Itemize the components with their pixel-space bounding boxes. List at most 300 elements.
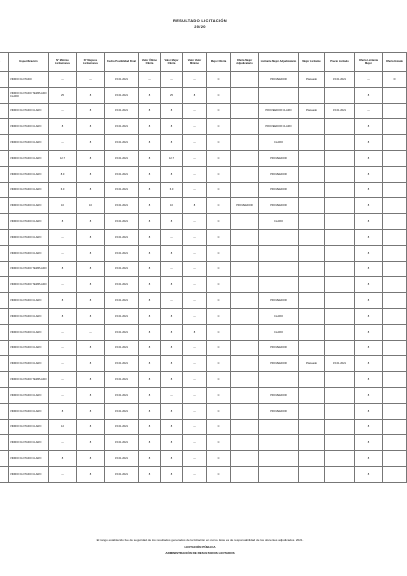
table-cell: 15.01.2021 <box>105 324 139 340</box>
table-cell: C <box>207 245 231 261</box>
document-subtitle: 20/20 <box>194 24 206 29</box>
table-cell <box>325 119 355 135</box>
lot-cell <box>0 182 9 198</box>
table-cell <box>325 135 355 151</box>
table-cell: 8 <box>355 229 383 245</box>
table-cell <box>325 308 355 324</box>
table-cell: 15.01.2021 <box>105 182 139 198</box>
table-cell: 8 <box>77 182 105 198</box>
table-cell: 8 <box>161 308 183 324</box>
table-cell: 15.01.2021 <box>105 277 139 293</box>
table-cell <box>383 119 407 135</box>
table-cell <box>299 261 325 277</box>
table-cell: 15.01.2021 <box>105 214 139 230</box>
table-cell <box>231 135 259 151</box>
table-cell <box>383 403 407 419</box>
spec-cell: VIDRIO FLOTADO CLARO <box>9 308 49 324</box>
spec-cell: VIDRIO FLOTADO CLARO <box>9 229 49 245</box>
table-row <box>0 356 407 372</box>
column-header: Valor Mejor Oferta <box>161 53 183 72</box>
table-cell: 15.01.2021 <box>325 356 355 372</box>
table-cell: — <box>49 72 77 88</box>
table-cell <box>259 451 299 467</box>
table-cell: 8 <box>355 261 383 277</box>
table-cell <box>325 403 355 419</box>
table-cell <box>383 261 407 277</box>
column-header: N° Mínimo Licitaciones <box>49 53 77 72</box>
table-cell: CLARO <box>259 308 299 324</box>
spec-cell: VIDRIO FLOTADO TEMPLADO <box>9 372 49 388</box>
table-cell: 8 <box>77 214 105 230</box>
column-header: N° Mejores Licitaciones <box>77 53 105 72</box>
table-cell: — <box>183 182 207 198</box>
table-cell: CLARO <box>259 135 299 151</box>
table-cell: Planeado <box>299 356 325 372</box>
table-cell <box>325 419 355 435</box>
table-cell: 15.01.2021 <box>105 293 139 309</box>
lot-cell <box>0 72 9 88</box>
table-cell: — <box>183 135 207 151</box>
table-cell <box>299 166 325 182</box>
table-cell <box>383 135 407 151</box>
table-cell: 8 <box>139 229 161 245</box>
table-cell: 8 <box>355 245 383 261</box>
table-cell: 8 <box>161 372 183 388</box>
lot-cell <box>0 87 9 103</box>
table-row <box>0 103 407 119</box>
table-cell: 8 <box>139 419 161 435</box>
table-cell: 8 <box>161 214 183 230</box>
table-cell <box>325 277 355 293</box>
table-cell: — <box>49 229 77 245</box>
table-cell <box>299 214 325 230</box>
lot-cell <box>0 103 9 119</box>
table-cell: — <box>355 72 383 88</box>
table-cell <box>259 435 299 451</box>
table-cell: 8 <box>355 198 383 214</box>
table-cell <box>325 261 355 277</box>
table-cell: 15.01.2021 <box>325 103 355 119</box>
table-cell <box>383 182 407 198</box>
table-cell <box>231 119 259 135</box>
table-cell: C <box>207 308 231 324</box>
table-cell: 8 <box>77 387 105 403</box>
table-cell: 8 <box>183 87 207 103</box>
table-cell <box>325 150 355 166</box>
table-cell: CLARO <box>259 214 299 230</box>
table-cell <box>231 261 259 277</box>
table-cell <box>231 356 259 372</box>
table-cell: C <box>207 403 231 419</box>
lot-cell <box>0 198 9 214</box>
table-cell: C <box>207 87 231 103</box>
table-row <box>0 372 407 388</box>
table-cell: 8 <box>77 466 105 482</box>
table-cell: 15.01.2021 <box>105 245 139 261</box>
table-cell: — <box>183 419 207 435</box>
table-cell: PROVEEDOR <box>259 387 299 403</box>
table-row <box>0 308 407 324</box>
table-cell <box>299 229 325 245</box>
table-cell: 15.01.2021 <box>105 466 139 482</box>
spec-cell: VIDRIO FLOTADO CLARO <box>9 135 49 151</box>
table-cell: Planeado <box>299 72 325 88</box>
table-cell <box>325 340 355 356</box>
table-cell <box>383 387 407 403</box>
table-cell: 25 <box>161 87 183 103</box>
table-cell: — <box>183 466 207 482</box>
table-row <box>0 419 407 435</box>
table-row <box>0 72 407 88</box>
lot-cell <box>0 166 9 182</box>
table-cell <box>299 308 325 324</box>
table-cell <box>299 403 325 419</box>
table-cell <box>231 372 259 388</box>
table-cell: 8 <box>139 466 161 482</box>
table-cell: 15.01.2021 <box>105 387 139 403</box>
table-cell: — <box>183 451 207 467</box>
table-cell <box>299 119 325 135</box>
table-cell: — <box>355 103 383 119</box>
table-cell: C <box>207 135 231 151</box>
table-cell: — <box>139 72 161 88</box>
table-cell: 8 <box>161 419 183 435</box>
table-cell <box>231 214 259 230</box>
table-cell <box>325 214 355 230</box>
table-cell <box>383 466 407 482</box>
table-cell: 8 <box>139 293 161 309</box>
table-cell: 15.01.2021 <box>105 419 139 435</box>
table-cell: 8 <box>77 150 105 166</box>
table-row <box>0 182 407 198</box>
table-row <box>0 340 407 356</box>
table-cell <box>299 324 325 340</box>
table-cell: 8 <box>77 166 105 182</box>
table-cell: D <box>383 72 407 88</box>
table-cell: 8 <box>139 324 161 340</box>
table-cell: 8 <box>161 451 183 467</box>
table-cell <box>325 293 355 309</box>
table-cell: 8 <box>161 340 183 356</box>
table-cell: 8 <box>161 466 183 482</box>
table-cell: 6.0 <box>49 182 77 198</box>
table-cell: 8 <box>139 261 161 277</box>
table-cell: 8 <box>49 451 77 467</box>
table-cell <box>259 277 299 293</box>
table-row <box>0 451 407 467</box>
table-cell: 8 <box>139 387 161 403</box>
spec-cell: VIDRIO FLOTADO CLARO <box>9 119 49 135</box>
table-cell <box>325 166 355 182</box>
lot-cell <box>0 340 9 356</box>
table-cell: 8 <box>77 293 105 309</box>
table-cell: — <box>183 277 207 293</box>
table-cell: — <box>183 356 207 372</box>
table-cell: — <box>49 435 77 451</box>
table-cell: — <box>183 214 207 230</box>
table-cell: 15.01.2021 <box>105 87 139 103</box>
table-cell: 15.01.2021 <box>105 198 139 214</box>
table-cell <box>299 245 325 261</box>
table-cell <box>383 87 407 103</box>
table-cell <box>231 324 259 340</box>
table-cell: — <box>77 324 105 340</box>
table-cell: — <box>49 245 77 261</box>
spec-cell: VIDRIO FLOTADO TEMPLADO <box>9 261 49 277</box>
table-cell: C <box>207 103 231 119</box>
table-cell: 15.01.2021 <box>105 166 139 182</box>
table-cell: C <box>207 261 231 277</box>
table-cell: — <box>49 372 77 388</box>
column-header: Oferta Estado <box>383 53 407 72</box>
table-row <box>0 166 407 182</box>
lot-cell <box>0 308 9 324</box>
table-cell <box>231 340 259 356</box>
table-cell <box>383 229 407 245</box>
table-cell: PROVEEDOR CLARO <box>259 103 299 119</box>
spec-cell: VIDRIO FLOTADO CLARO <box>9 466 49 482</box>
table-cell: C <box>207 419 231 435</box>
table-cell: 8 <box>139 214 161 230</box>
table-cell: 8 <box>77 229 105 245</box>
table-cell: C <box>207 372 231 388</box>
table-cell: 8 <box>139 308 161 324</box>
table-cell: 8 <box>355 387 383 403</box>
table-cell: — <box>183 308 207 324</box>
table-cell: 12.7 <box>161 150 183 166</box>
column-header: Valor Último Oferta <box>139 53 161 72</box>
lot-cell <box>0 435 9 451</box>
table-cell <box>299 182 325 198</box>
table-cell: 8 <box>49 214 77 230</box>
lot-cell <box>0 466 9 482</box>
spec-cell: VIDRIO FLOTADO CLARO <box>9 356 49 372</box>
table-cell <box>231 293 259 309</box>
table-cell: 8 <box>139 277 161 293</box>
spec-cell: VIDRIO FLOTADO CLARO <box>9 419 49 435</box>
table-cell <box>231 277 259 293</box>
table-cell: 8 <box>355 150 383 166</box>
table-cell <box>259 87 299 103</box>
table-cell: PROVEEDOR <box>231 198 259 214</box>
column-header: Mejor Licitante <box>299 53 325 72</box>
table-cell: PROVEEDOR <box>259 198 299 214</box>
table-cell: 8 <box>49 261 77 277</box>
table-cell <box>383 435 407 451</box>
table-cell: — <box>183 150 207 166</box>
table-cell <box>383 214 407 230</box>
column-header: Valor Valor Mínimo <box>183 53 207 72</box>
lot-cell <box>0 229 9 245</box>
table-cell <box>325 466 355 482</box>
table-cell: 8 <box>139 198 161 214</box>
table-cell: 8 <box>139 166 161 182</box>
table-cell: 8 <box>161 166 183 182</box>
table-cell: 15.01.2021 <box>105 72 139 88</box>
table-cell: 8 <box>355 403 383 419</box>
table-cell: 8 <box>139 87 161 103</box>
table-cell: 8 <box>77 356 105 372</box>
table-cell: PROVEEDOR <box>259 150 299 166</box>
spec-cell: VIDRIO FLOTADO CLARO <box>9 293 49 309</box>
lot-cell <box>0 293 9 309</box>
table-cell: C <box>207 229 231 245</box>
table-cell: C <box>207 435 231 451</box>
table-cell <box>325 435 355 451</box>
table-row <box>0 277 407 293</box>
table-cell: 8 <box>355 277 383 293</box>
table-cell: — <box>183 435 207 451</box>
lot-cell <box>0 372 9 388</box>
table-cell: 8 <box>139 135 161 151</box>
column-header: Mejor Oferta <box>207 53 231 72</box>
table-cell <box>325 324 355 340</box>
spec-cell: VIDRIO FLOTADO CLARO <box>9 166 49 182</box>
table-cell: 8 <box>355 87 383 103</box>
table-cell: PROVEEDOR <box>259 340 299 356</box>
table-cell: PROVEEDOR <box>259 403 299 419</box>
table-cell: PROVEEDOR CLARO <box>259 119 299 135</box>
table-cell <box>383 166 407 182</box>
table-cell: — <box>183 72 207 88</box>
lot-cell <box>0 119 9 135</box>
table-cell <box>231 166 259 182</box>
table-cell: C <box>207 72 231 88</box>
table-cell: 8 <box>49 293 77 309</box>
table-cell: 8 <box>77 403 105 419</box>
table-cell: C <box>207 198 231 214</box>
table-cell: 8 <box>355 119 383 135</box>
table-cell: PROVEEDOR <box>259 293 299 309</box>
table-row <box>0 435 407 451</box>
table-cell: — <box>161 293 183 309</box>
table-cell: 8 <box>355 466 383 482</box>
table-cell: 10 <box>161 198 183 214</box>
table-row <box>0 198 407 214</box>
spec-cell: VIDRIO FLOTADO CLARO <box>9 214 49 230</box>
table-cell: 8 <box>77 119 105 135</box>
column-header: Oferta Mejor Adjudicatario <box>231 53 259 72</box>
table-cell <box>231 150 259 166</box>
table-cell: CLARO <box>259 324 299 340</box>
footer-title: LICITACIÓN PÚBLICA <box>184 545 216 549</box>
lot-cell <box>0 387 9 403</box>
table-cell: 8 <box>183 198 207 214</box>
table-cell <box>383 308 407 324</box>
table-row <box>0 119 407 135</box>
table-cell: C <box>207 214 231 230</box>
table-cell: — <box>49 277 77 293</box>
table-cell: C <box>207 277 231 293</box>
table-row <box>0 387 407 403</box>
table-cell <box>259 245 299 261</box>
table-cell: — <box>183 403 207 419</box>
table-cell: 15.01.2021 <box>325 72 355 88</box>
table-cell: 8 <box>77 435 105 451</box>
table-row <box>0 466 407 482</box>
table-cell: — <box>77 72 105 88</box>
table-cell <box>259 229 299 245</box>
table-cell <box>231 72 259 88</box>
table-cell <box>325 372 355 388</box>
table-cell: 8 <box>161 435 183 451</box>
table-row <box>0 87 407 103</box>
table-cell: — <box>49 135 77 151</box>
table-cell: — <box>161 72 183 88</box>
table-cell <box>383 245 407 261</box>
table-row <box>0 150 407 166</box>
table-cell: — <box>161 261 183 277</box>
table-cell: 8 <box>139 103 161 119</box>
lot-cell <box>0 324 9 340</box>
column-header: Especificación <box>9 53 49 72</box>
table-cell: — <box>183 103 207 119</box>
table-cell: 8 <box>77 372 105 388</box>
table-cell: PROVEEDOR <box>259 356 299 372</box>
table-cell <box>259 261 299 277</box>
table-header-row <box>0 53 407 72</box>
table-cell <box>231 403 259 419</box>
table-cell: — <box>49 466 77 482</box>
footer-note: El rango establecido fue de seguridad de los resultados generados de la licitación en curso. Este es de responsabilidad de los oferentes adjudicados. 2021. <box>96 538 304 542</box>
table-cell: — <box>49 103 77 119</box>
table-cell: — <box>183 293 207 309</box>
table-cell: 8 <box>77 308 105 324</box>
spec-cell: VIDRIO FLOTADO CLARO <box>9 340 49 356</box>
table-cell: 8 <box>77 87 105 103</box>
table-row <box>0 245 407 261</box>
table-cell <box>383 293 407 309</box>
table-cell: 10 <box>49 198 77 214</box>
table-cell: C <box>207 182 231 198</box>
results-table <box>0 52 407 483</box>
table-cell: 8 <box>139 451 161 467</box>
spec-cell: VIDRIO FLOTADO CLARO <box>9 245 49 261</box>
table-cell <box>383 103 407 119</box>
table-cell <box>299 87 325 103</box>
table-cell: Planeado <box>299 103 325 119</box>
lot-cell <box>0 419 9 435</box>
table-cell: 8 <box>355 356 383 372</box>
table-cell: C <box>207 387 231 403</box>
table-cell: 8 <box>49 308 77 324</box>
table-cell: 8 <box>161 324 183 340</box>
table-cell <box>299 293 325 309</box>
table-cell: 15.01.2021 <box>105 308 139 324</box>
table-cell: 8.0 <box>49 166 77 182</box>
table-cell: 8 <box>355 166 383 182</box>
table-cell: C <box>207 166 231 182</box>
lot-cell <box>0 245 9 261</box>
table-cell <box>383 324 407 340</box>
table-cell: 8 <box>77 103 105 119</box>
table-cell <box>299 372 325 388</box>
table-cell <box>299 135 325 151</box>
table-cell <box>231 245 259 261</box>
table-cell: 8 <box>139 435 161 451</box>
table-cell <box>325 229 355 245</box>
spec-cell: VIDRIO FLOTADO CLARO <box>9 198 49 214</box>
table-cell <box>231 451 259 467</box>
table-cell: 8 <box>139 372 161 388</box>
table-row <box>0 293 407 309</box>
table-row <box>0 324 407 340</box>
table-row <box>0 229 407 245</box>
table-cell: — <box>183 261 207 277</box>
table-row <box>0 214 407 230</box>
lot-cell <box>0 403 9 419</box>
table-cell: 8 <box>77 277 105 293</box>
